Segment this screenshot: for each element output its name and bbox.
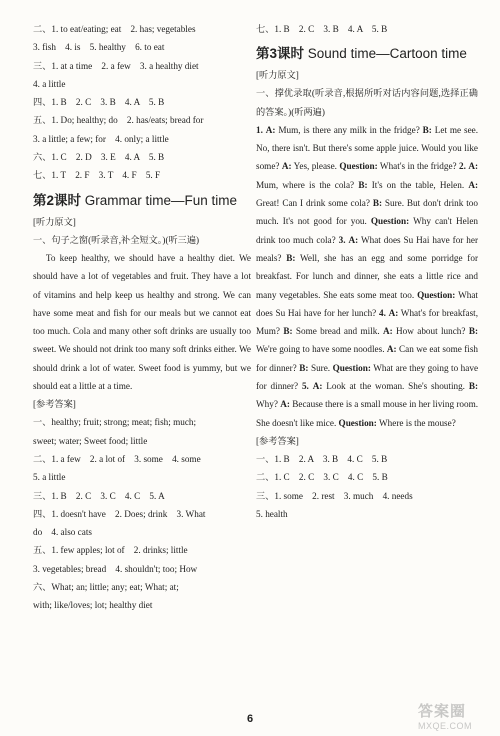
speaker-label: A: xyxy=(348,234,359,245)
answer-line: 3. vegetables; bread 4. shouldn't; too; How xyxy=(33,563,198,574)
page-number: 6 xyxy=(246,713,254,725)
answer-line: 4. a little xyxy=(33,78,66,89)
speaker-label: A: xyxy=(386,344,397,355)
answer-line: 一、1. B 2. A 3. B 4. C 5. B xyxy=(256,453,388,464)
lesson-3-heading xyxy=(256,43,478,65)
answer-line: 七、1. B 2. C 3. B 4. A 5. B xyxy=(256,24,388,34)
answer-line: 二、1. a few 2. a lot of 3. some 4. some xyxy=(33,453,201,464)
dialogue-text: Because there is a small mouse in her living room. She doesn't like mice. xyxy=(256,399,479,428)
item-number: 1. xyxy=(256,124,263,135)
speaker-label: A: xyxy=(281,161,292,172)
dialogue-text: Sure. xyxy=(310,362,331,373)
lesson-number: 第3课时 xyxy=(256,46,305,62)
item-number: 3. xyxy=(338,234,346,245)
speaker-label: B: xyxy=(286,252,296,263)
speaker-label: Question: xyxy=(370,216,410,227)
speaker-label: B: xyxy=(283,326,293,337)
dialogue-text: What are they going to have for dinner? xyxy=(256,362,479,392)
dialogue-text: We're going to have some noodles. xyxy=(256,344,385,355)
speaker-label: Question: xyxy=(338,417,377,428)
answer-line: 七、1. T 2. F 3. T 4. F 5. F xyxy=(33,170,161,181)
speaker-label: B: xyxy=(468,326,479,337)
dialogue-text: What's for breakfast, Mum? xyxy=(256,307,478,337)
item-number: 4. xyxy=(378,307,386,318)
right-column xyxy=(256,20,478,523)
dialogue-text: Yes, please. xyxy=(293,161,337,172)
answer-line: 六、1. C 2. D 3. E 4. A 5. B xyxy=(33,152,165,163)
speaker-label: A: xyxy=(388,307,399,318)
speaker-label: A: xyxy=(312,381,323,392)
section-heading: 一、句子之窗(听录音,补全短文。)(听三遍) xyxy=(33,234,200,245)
listening-tag: [听力原文] xyxy=(256,70,299,81)
dialogue-text: Sure. But don't drink too much. It's not good for you. xyxy=(256,198,478,227)
dialogue-text: Some bread and milk. xyxy=(295,326,380,337)
dialogue-text: Why can't Helen drink too much cola? xyxy=(256,216,478,245)
speaker-label: B: xyxy=(358,179,368,190)
item-number: 5. xyxy=(301,381,309,392)
answer-line: 五、1. Do; healthy; do 2. has/eats; bread for xyxy=(33,115,204,126)
answer-block xyxy=(256,450,478,523)
dialogue-text: Great! Can I drink some cola? xyxy=(256,198,370,209)
dialogue-text: Mum, is there any milk in the fridge? xyxy=(278,124,420,135)
speaker-label: A: xyxy=(280,399,290,410)
dialogue-text: Mum, where is the cola? xyxy=(256,179,355,190)
speaker-label: B: xyxy=(299,362,309,373)
speaker-label: A: xyxy=(468,161,479,172)
listening-passage: To keep healthy, we should have a healthy diet. We should have a lot of vegetables and fruit. They have a lot of vitamins and help keep us healthy and strong. We can have some meat and fish for our meals but we cannot eat too much. Cola and many other soft drinks are usually too sweet. We should not drink too many soft drinks either. We should drink a lot of water. Sweet food is yummy, but we should eat a little at a time. xyxy=(33,252,251,392)
lesson-title: Grammar time—Fun time xyxy=(84,192,238,208)
lesson-title: Sound time—Cartoon time xyxy=(307,46,467,62)
dialogue-text: Can we eat some fish for dinner? xyxy=(256,344,479,373)
answer-line: sweet; water; Sweet food; little xyxy=(33,435,148,446)
speaker-label: B: xyxy=(468,381,479,392)
answer-line: 3. fish 4. is 5. healthy 6. to eat xyxy=(33,42,165,53)
dialogue-text: What does Su Hai have for her lunch? xyxy=(256,289,478,318)
section-heading: 一、撑优录取(听录音,根据所听对话内容问题,选择正确的答案。)(听两遍) xyxy=(256,88,478,117)
lesson-number: 第2课时 xyxy=(33,192,82,208)
answer-line: 三、1. some 2. rest 3. much 4. needs xyxy=(256,490,413,501)
answer-block-top xyxy=(33,20,251,185)
dialogue-text: Look at the woman. She's shouting. xyxy=(326,381,465,392)
left-column xyxy=(33,20,251,615)
answer-line: do 4. also cats xyxy=(33,527,92,538)
speaker-label: B: xyxy=(372,198,383,209)
dialogue-text: It's on the table, Helen. xyxy=(371,179,465,190)
dialogue-text: What's in the fridge? xyxy=(379,161,457,172)
watermark-logo xyxy=(418,700,494,732)
speaker-label: A: xyxy=(382,326,393,337)
lesson-2-heading xyxy=(33,190,251,212)
answer-line: 二、1. to eat/eating; eat 2. has; vegetables xyxy=(33,24,196,34)
answer-line: 五、1. few apples; lot of 2. drinks; little xyxy=(33,545,188,556)
answer-line: 一、healthy; fruit; strong; meat; fish; much; xyxy=(33,417,197,428)
speaker-label: Question: xyxy=(417,289,456,300)
dialogue-text: Well, she has an egg and some porridge for breakfast. For lunch and dinner, she eats a little rice and many vegetables. She eats some meat too. xyxy=(256,252,478,300)
watermark-url: MXQE.COM xyxy=(418,721,473,731)
answer-line: 六、What; an; little; any; eat; What; at; xyxy=(33,582,179,593)
answer-line: 5. health xyxy=(256,508,288,519)
item-number: 2. xyxy=(459,161,466,172)
speaker-label: A: xyxy=(468,179,479,190)
dialogue-text: How about lunch? xyxy=(396,326,466,337)
listening-dialogue xyxy=(256,121,478,432)
answer-line: with; like/loves; lot; healthy diet xyxy=(33,600,153,611)
watermark-text: 答案圈 xyxy=(418,703,467,720)
dialogue-text: Let me see. No, there isn't. But there's some apple juice. Would you like some? xyxy=(256,124,479,172)
speaker-label: Question: xyxy=(339,161,378,172)
answer-line: 5. a little xyxy=(33,472,66,483)
speaker-label: Question: xyxy=(332,362,371,373)
answer-line: 四、1. B 2. C 3. B 4. A 5. B xyxy=(33,97,165,108)
answer-line: 四、1. doesn't have 2. Does; drink 3. What xyxy=(33,508,206,519)
answer-line: 三、1. B 2. C 3. C 4. C 5. A xyxy=(33,490,165,501)
listening-tag: [听力原文] xyxy=(33,216,76,227)
dialogue-text: What does Su Hai have for her meals? xyxy=(256,234,479,263)
answer-block-bottom xyxy=(33,413,251,614)
answers-tag: [参考答案] xyxy=(33,399,76,410)
answer-line: 二、1. C 2. C 3. C 4. C 5. B xyxy=(256,472,388,483)
speaker-label: B: xyxy=(422,124,432,135)
dialogue-text: Where is the mouse? xyxy=(378,417,456,428)
answer-line: 三、1. at a time 2. a few 3. a healthy diet xyxy=(33,60,199,71)
speaker-label: A: xyxy=(265,124,276,135)
answers-tag: [参考答案] xyxy=(256,435,299,446)
dialogue-text: Why? xyxy=(256,399,278,410)
answer-line: 3. a little; a few; for 4. only; a little xyxy=(33,133,169,144)
